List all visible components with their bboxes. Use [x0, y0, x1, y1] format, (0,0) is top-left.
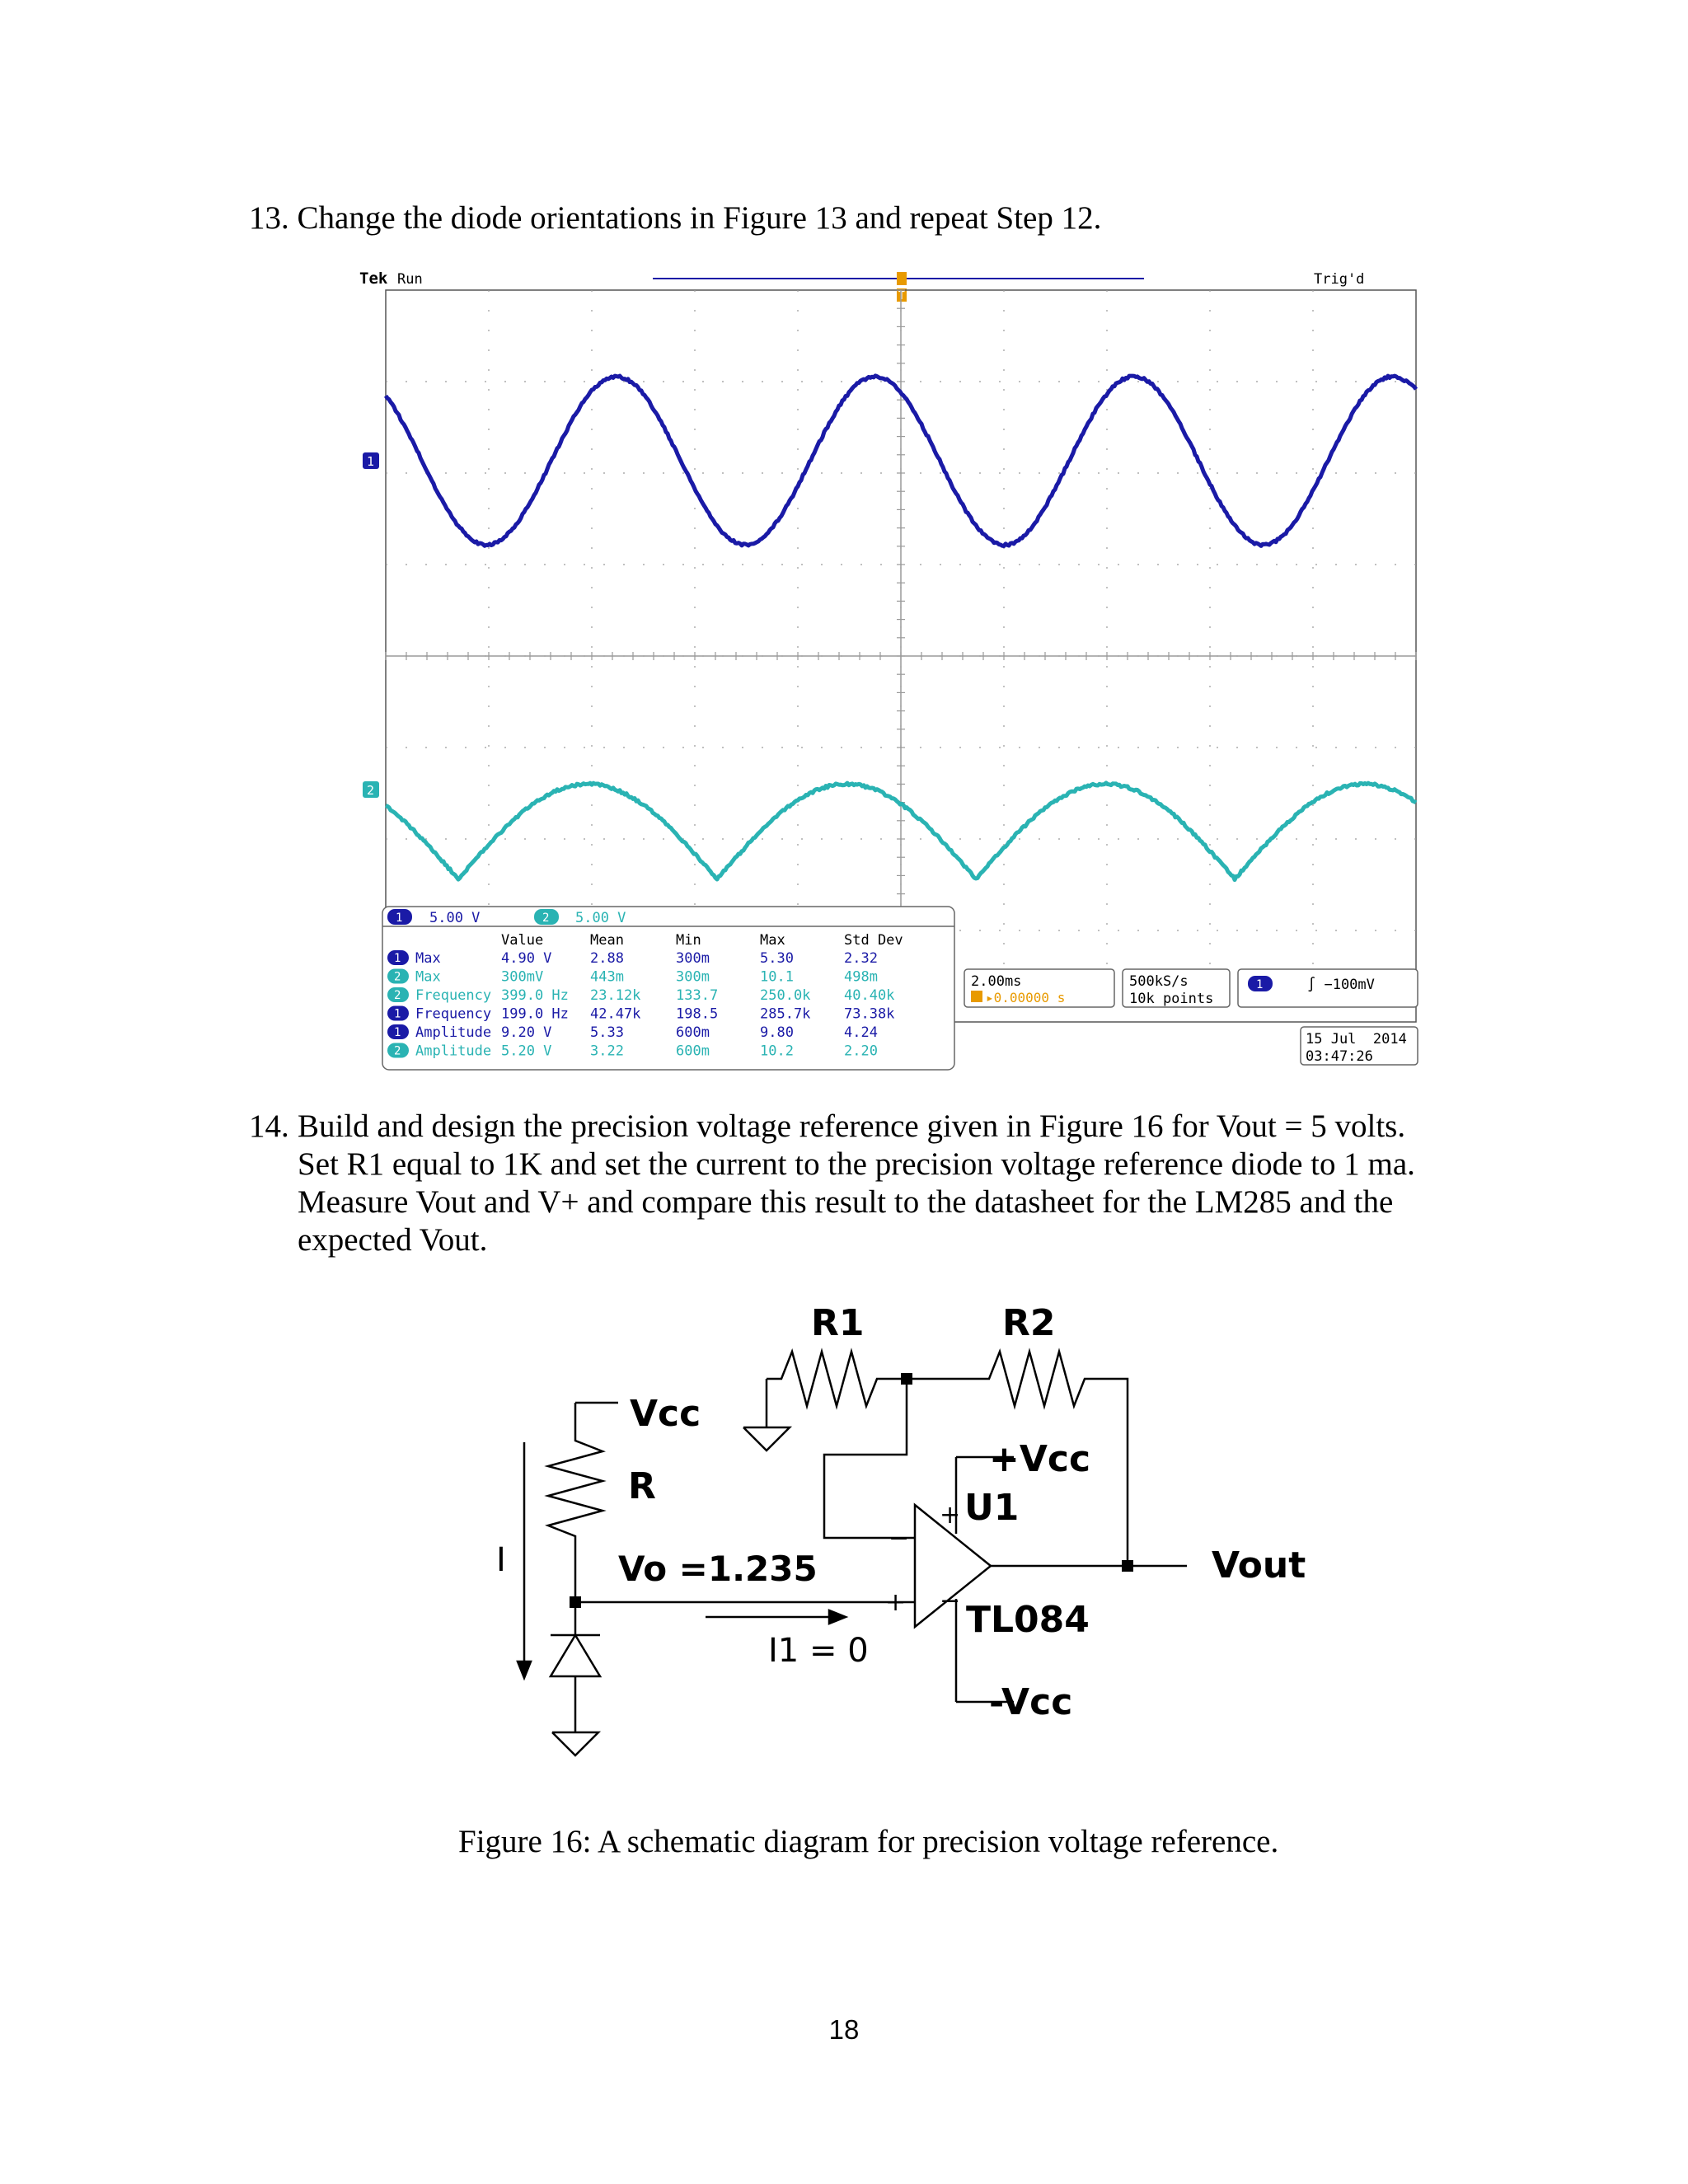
scope-trig-status: Trig'd [1314, 271, 1365, 288]
r-resistor [548, 1403, 618, 1602]
page-number: 18 [828, 2014, 860, 2045]
measurement-value: 42.47k [590, 1005, 641, 1023]
r1-resistor [767, 1352, 907, 1406]
measurement-header: Max [760, 932, 785, 949]
measurement-value: 300m [676, 950, 710, 967]
measurement-value: 2.88 [590, 950, 624, 967]
step-13-number: 13. [249, 200, 289, 236]
step-13 [249, 199, 1101, 237]
measurement-header: Mean [590, 932, 624, 949]
label-r2: R2 [1002, 1302, 1056, 1344]
measurement-value: 4.90 V [501, 950, 552, 967]
label-i: I [496, 1541, 506, 1579]
measurement-header: Min [676, 932, 701, 949]
measurement-value: 2.20 [844, 1043, 878, 1060]
measurement-value: 600m [676, 1024, 710, 1041]
measurement-value: 250.0k [760, 987, 811, 1004]
label-vcc: Vcc [630, 1393, 701, 1435]
measurement-channel-number: 1 [394, 1007, 401, 1021]
timebase: 2.00ms [971, 973, 1022, 990]
measurement-label: Max [415, 950, 441, 967]
measurement-label: Amplitude [415, 1043, 492, 1060]
measurement-header: Std Dev [844, 932, 903, 949]
measurement-value: 23.12k [590, 987, 641, 1004]
measurement-value: 600m [676, 1043, 710, 1060]
trigger-position-marker [897, 272, 907, 302]
measurement-value: 300m [676, 968, 710, 986]
measurement-label: Frequency [415, 987, 492, 1004]
measurement-label: Amplitude [415, 1024, 492, 1041]
ch2-scale-badge: 2 [542, 912, 550, 925]
measurement-value: 498m [844, 968, 878, 986]
label-vo: Vo =1.235 [618, 1549, 818, 1589]
measurement-value: 3.22 [590, 1043, 624, 1060]
date-time-readout [1301, 1027, 1418, 1065]
current-i-arrow [518, 1442, 531, 1678]
label-r1: R1 [811, 1302, 865, 1344]
label-vout: Vout [1212, 1544, 1306, 1586]
measurement-channel-number: 2 [394, 1044, 401, 1058]
step-14-line: Measure Vout and V+ and compare this result to the datasheet for the LM285 and the [298, 1184, 1394, 1220]
trigger-marker-label: T [898, 290, 905, 302]
measurement-value: 198.5 [676, 1005, 719, 1023]
measurement-value: 9.80 [760, 1024, 794, 1041]
measurement-value: 199.0 Hz [501, 1005, 569, 1023]
label-plus-vcc: +Vcc [989, 1438, 1091, 1480]
step-14-line: expected Vout. [298, 1222, 488, 1258]
timebase-readout [964, 969, 1114, 1007]
measurement-value: 300mV [501, 968, 544, 986]
precision-reference-schematic [445, 1286, 1401, 1879]
ch2-marker-label: 2 [367, 783, 375, 798]
scope-brand: Tek [359, 269, 388, 288]
ch1-ground-marker [363, 452, 379, 469]
step-14-number: 14. [249, 1108, 289, 1144]
measurement-value: 5.20 V [501, 1043, 552, 1060]
label-opamp-model: TL084 [966, 1599, 1090, 1641]
ch2-ground-marker [363, 781, 379, 798]
label-r: R [628, 1465, 656, 1507]
sample-rate: 500kS/s [1129, 973, 1189, 990]
measurement-value: 10.2 [760, 1043, 794, 1060]
ch1-scale-badge: 1 [396, 912, 403, 925]
opamp-positive-supply-sign: + [940, 1501, 961, 1530]
measurement-value: 2.32 [844, 950, 878, 967]
scope-run-status: Run [397, 271, 423, 288]
measurement-label: Max [415, 968, 441, 986]
measurement-value: 5.30 [760, 950, 794, 967]
measurement-channel-number: 2 [394, 989, 401, 1002]
opamp-inverting-sign: − [889, 1524, 910, 1553]
measurement-label: Frequency [415, 1005, 492, 1023]
measurement-value: 40.40k [844, 987, 895, 1004]
ch1-marker-label: 1 [367, 454, 375, 469]
trigger-source: 1 [1256, 978, 1264, 991]
reference-diode [551, 1602, 600, 1718]
measurement-value: 399.0 Hz [501, 987, 569, 1004]
label-minus-vcc: -Vcc [989, 1681, 1073, 1723]
step-13-text: Change the diode orientations in Figure 13 and repeat Step 12. [297, 200, 1102, 236]
step-14-text [298, 1108, 1415, 1259]
ch2-scale: 5.00 V [575, 910, 626, 926]
opamp-noninverting-sign: + [885, 1588, 907, 1617]
diode-ground-symbol [552, 1718, 598, 1755]
current-i1-arrow [706, 1610, 846, 1624]
acquisition-readout [1123, 969, 1230, 1007]
label-i1: I1 = 0 [768, 1632, 869, 1670]
label-u1: U1 [964, 1487, 1020, 1529]
ch1-scale: 5.00 V [429, 910, 481, 926]
trigger-position: ▸0.00000 s [986, 990, 1066, 1005]
measurement-value: 133.7 [676, 987, 719, 1004]
measurement-channel-number: 1 [394, 952, 401, 965]
measurement-value: 10.1 [760, 968, 794, 986]
step-14-line: Set R1 equal to 1K and set the current to the precision voltage reference diode to 1 ma. [298, 1146, 1415, 1182]
scope-time: 03:47:26 [1306, 1048, 1373, 1065]
vout-junction [1122, 1560, 1133, 1572]
oscilloscope-screenshot [359, 265, 1428, 1071]
opamp-negative-supply-sign: − [940, 1586, 961, 1615]
measurement-value: 73.38k [844, 1005, 895, 1023]
record-length: 10k points [1129, 991, 1214, 1007]
r1-ground-symbol [743, 1379, 790, 1451]
trigger-level: ∫ −100mV [1307, 977, 1375, 993]
measurement-channel-number: 2 [394, 970, 401, 984]
figure-16-caption: Figure 16: A schematic diagram for precision voltage reference. [458, 1824, 1279, 1859]
measurement-value: 9.20 V [501, 1024, 552, 1041]
measurement-value: 285.7k [760, 1005, 811, 1023]
measurement-channel-number: 1 [394, 1026, 401, 1039]
scope-date: 15 Jul 2014 [1306, 1031, 1407, 1047]
measurement-value: 443m [590, 968, 624, 986]
step-14-line: Build and design the precision voltage reference given in Figure 16 for Vout = 5 volts. [298, 1108, 1406, 1144]
measurement-panel [382, 907, 954, 1070]
measurement-value: 5.33 [590, 1024, 624, 1041]
measurement-header: Value [501, 932, 544, 949]
trigger-readout [1238, 969, 1418, 1007]
measurement-value: 4.24 [844, 1024, 878, 1041]
opamp-u1 [915, 1457, 1187, 1702]
